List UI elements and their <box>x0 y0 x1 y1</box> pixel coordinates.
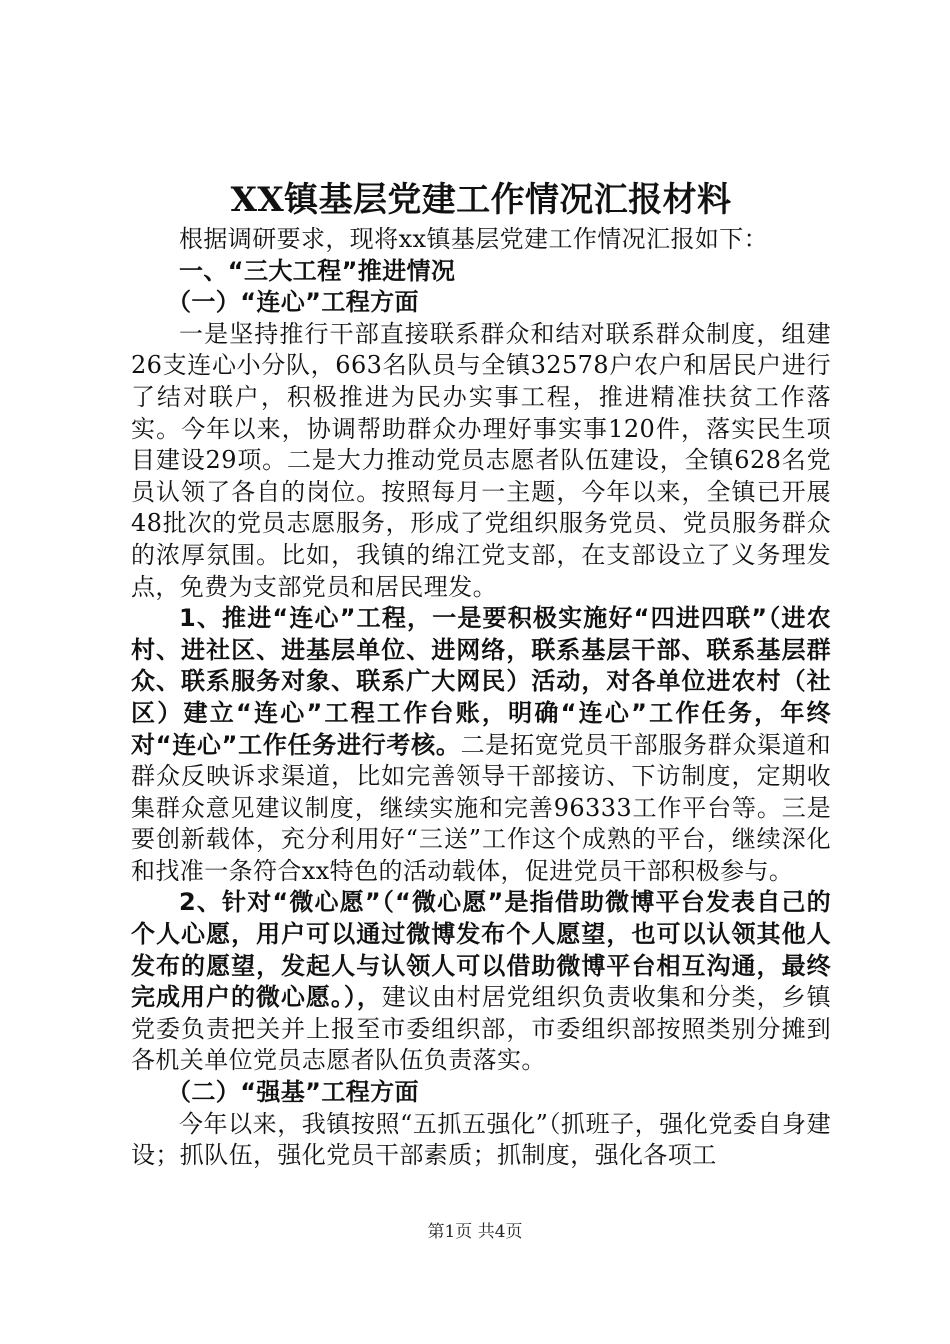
paragraph-qiangji: 今年以来，我镇按照“五抓五强化”（抓班子，强化党委自身建设；抓队伍，强化党员干部素质；抓制度，强化各项工 <box>131 1109 831 1170</box>
document-title: XX镇基层党建工作情况汇报材料 <box>230 180 732 220</box>
page-number-footer: 第1页 共4页 <box>427 1222 523 1242</box>
paragraph-lianxin-1-rest: 二是拓宽党员干部服务群众渠道和群众反映诉求渠道，比如完善领导干部接访、下访制度，定期收集群众意见建议制度，继续实施和完善96333工作平台等。三是要创新载体，充分利用好“三送”工作这个成熟的平台，继续深化和找准一条符合xx特色的活动载体，促进党员干部积极参与。 <box>131 730 831 885</box>
paragraph-weixinyuan-rest: 建议由村居党组织负责收集和分类，乡镇党委负责把关并上报至市委组织部，市委组织部按照类别分摊到各机关单位党员志愿者队伍负责落实。 <box>131 983 831 1075</box>
paragraph-lianxin-intro: 一是坚持推行干部直接联系群众和结对联系群众制度，组建26支连心小分队，663名队员与全镇32578户农户和居民户进行了结对联户，积极推进为民办实事工程，推进精准扶贫工作落实。今年以来，协调帮助群众办理好事实事120件，落实民生项目建设29项。二是大力推动党员志愿者队伍建设，全镇628名党员认领了各自的岗位。按照每月一主题，今年以来，全镇已开展48批次的党员志愿服务，形成了党组织服务党员、党员服务群众的浓厚氛围。比如，我镇的绵江党支部，在支部设立了义务理发点，免费为支部党员和居民理发。 <box>131 319 831 601</box>
intro-paragraph: 根据调研要求，现将xx镇基层党建工作情况汇报如下： <box>179 225 769 253</box>
paragraph-lianxin-1-bold: 1、推进“连心”工程，一是要积极实施好“四进四联”（进农村、进社区、进基层单位、进网络，联系基层干部、联系基层群众、联系服务对象、联系广大网民）活动，对各单位进农村（社区）建立“连心”工程工作台账，明确“连心”工作任务，年终对“连心”工作任务进行考核。 <box>131 604 831 759</box>
paragraph-weixinyuan <box>131 887 831 1077</box>
subsection-heading-2: （二）“强基”工程方面 <box>167 1078 419 1107</box>
section-heading-1: 一、“三大工程”推进情况 <box>179 256 456 285</box>
subsection-heading-1: （一）“连心”工程方面 <box>167 288 419 317</box>
document-body <box>131 180 831 1172</box>
paragraph-lianxin-1 <box>131 603 831 887</box>
paragraph-weixinyuan-bold: 2、针对“微心愿”（“微心愿”是指借助微博平台发表自己的个人心愿，用户可以通过微博发布个人愿望，也可以认领其他人发布的愿望，发起人与认领人可以借助微博平台相互沟通，最终完成用户的微心愿。）， <box>131 888 831 1012</box>
